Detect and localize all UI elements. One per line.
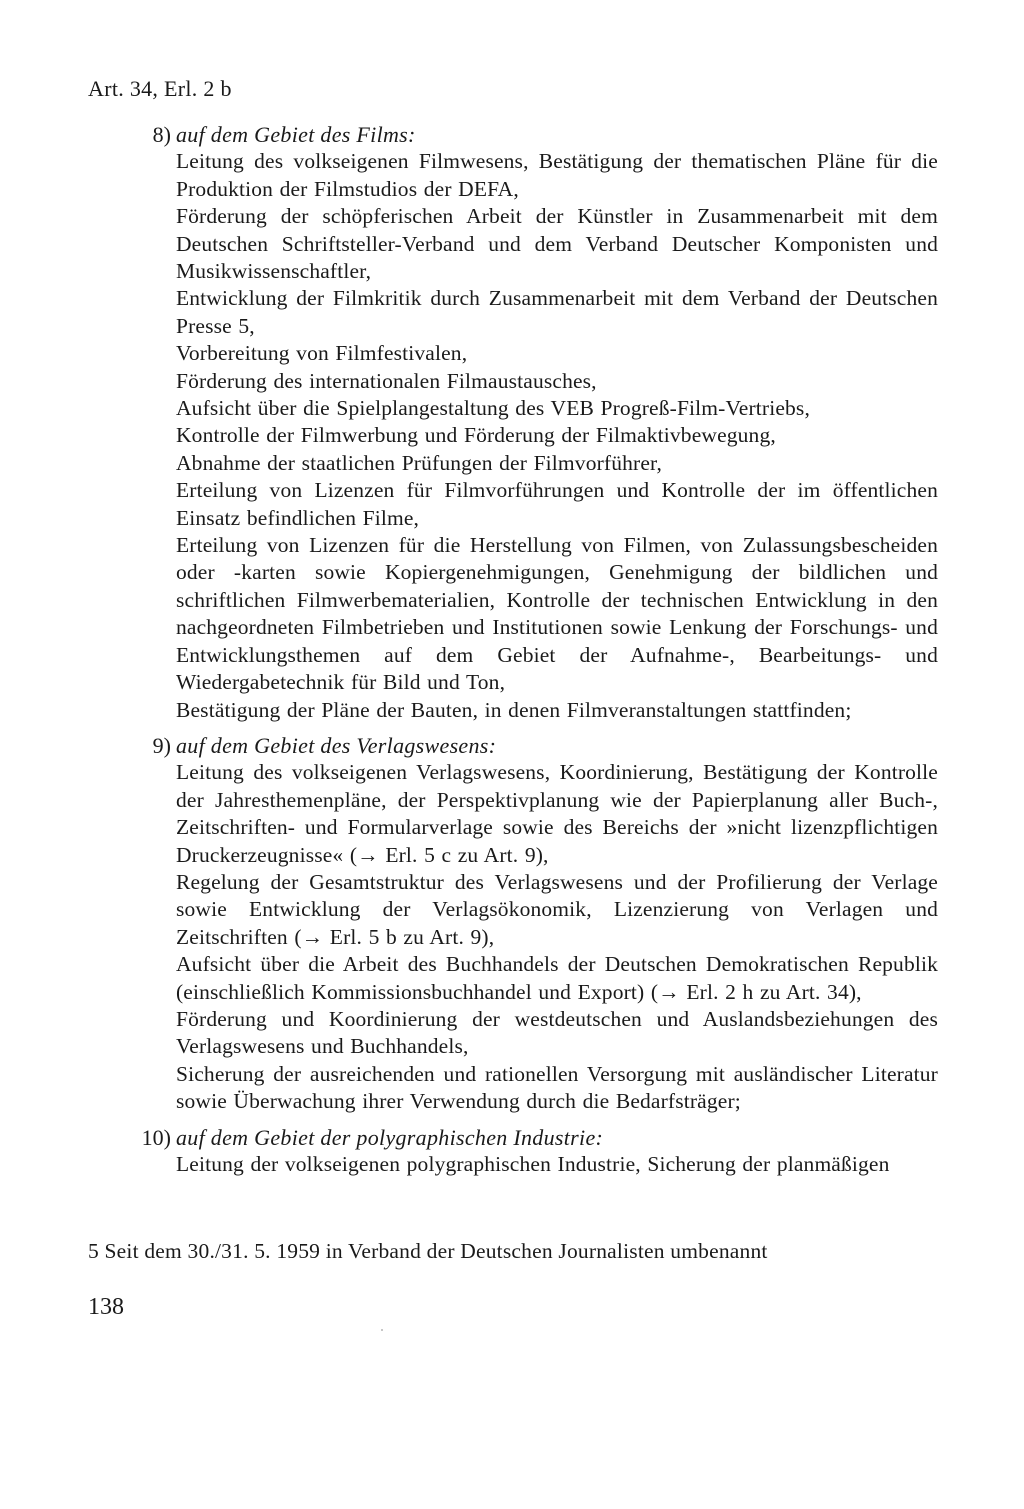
item-entry: Bestätigung der Pläne der Bauten, in denen Filmveranstaltungen stattfinden; — [176, 697, 852, 722]
item-entry: Regelung der Gesamtstruktur des Verlagswesens und der Profilierung der Verlage sowie Entwicklung der Verlagsökonomik, Lizenzierung von Verlagen und Zeitschriften (→ Erl. 5 b zu Art. 9), — [176, 869, 938, 949]
item-title: auf dem Gebiet der polygraphischen Industrie: — [176, 1124, 604, 1150]
item-list — [0, 121, 1024, 1186]
item-entry: Förderung und Koordinierung der westdeutschen und Auslandsbeziehungen des Verlagswesens und Buchhandels, — [176, 1006, 938, 1059]
item-entry: Aufsicht über die Arbeit des Buchhandels der Deutschen Demokratischen Republik (einschließlich Kommissionsbuchhandel und Export) (→ Erl. 2 h zu Art. 34), — [176, 952, 938, 1004]
item-entry: Förderung der schöpferischen Arbeit der Künstler in Zusammenarbeit mit dem Deutschen Schriftsteller-Verband und dem Verband Deutscher Komponisten und Musikwissenschaftler, — [176, 204, 938, 284]
item-entry: Kontrolle der Filmwerbung und Förderung der Filmaktivbewegung, — [176, 423, 776, 448]
item-entry: Vorbereitung von Filmfestivalen, — [176, 341, 468, 366]
running-head: Art. 34, Erl. 2 b — [88, 76, 232, 101]
item-entry: Förderung des internationalen Filmaustausches, — [176, 368, 597, 393]
page-number: 138 — [88, 1294, 124, 1320]
item-entry: Abnahme der staatlichen Prüfungen der Filmvorführer, — [176, 450, 662, 475]
list-item — [0, 1124, 1024, 1179]
item-body — [176, 732, 938, 1116]
footnote: 5 Seit dem 30./31. 5. 1959 in Verband der Deutschen Journalisten umbenannt — [88, 1239, 768, 1263]
scan-speck — [381, 1329, 383, 1331]
item-entry: Leitung des volkseigenen Filmwesens, Bestätigung der thematischen Pläne für die Produktion der Filmstudios der DEFA, — [176, 149, 938, 201]
item-number: 10) — [141, 1124, 171, 1150]
item-title: auf dem Gebiet des Verlagswesens: — [176, 732, 497, 758]
list-item — [0, 121, 1024, 724]
item-entry: Entwicklung der Filmkritik durch Zusammenarbeit mit dem Verband der Deutschen Presse 5, — [176, 286, 938, 338]
item-entry: Aufsicht über die Spielplangestaltung des VEB Progreß-Film-Vertriebs, — [176, 396, 810, 421]
item-entry: Leitung des volkseigenen Verlagswesens, Koordinierung, Bestätigung der Kontrolle der Jahresthemenpläne, der Perspektivplanung wie der Papierplanung aller Buch-, Zeitschriften- und Formularverlage sowie des Bereichs der »nicht lizenzpflichtigen Druckerzeugnisse« (→ Erl. 5 c zu Art. 9), — [176, 760, 938, 867]
list-item — [0, 732, 1024, 1116]
item-number: 9) — [152, 732, 171, 758]
item-number: 8) — [152, 122, 171, 147]
item-entry: Erteilung von Lizenzen für die Herstellung von Filmen, von Zulassungsbescheiden oder -karten sowie Kopiergenehmigungen, Genehmigung der bildlichen und schriftlichen Filmwerbematerialien, Kontrolle der technischen Entwicklung in den nachgeordneten Filmbetrieben und Institutionen sowie Lenkung der Forschungs- und Entwicklungsthemen auf dem Gebiet der Aufnahme-, Bearbeitungs- und Wiedergabetechnik für Bild und Ton, — [176, 533, 938, 695]
item-title: auf dem Gebiet des Films: — [176, 122, 416, 147]
item-entry: Leitung der volkseigenen polygraphischen Industrie, Sicherung der planmäßigen — [176, 1151, 890, 1176]
item-entry: Erteilung von Lizenzen für Filmvorführungen und Kontrolle der im öffentlichen Einsatz befindlichen Filme, — [176, 478, 938, 530]
item-entry: Sicherung der ausreichenden und rationellen Versorgung mit ausländischer Literatur sowie Überwachung ihrer Verwendung durch die Bedarfsträger; — [176, 1061, 938, 1114]
item-body — [176, 121, 938, 724]
